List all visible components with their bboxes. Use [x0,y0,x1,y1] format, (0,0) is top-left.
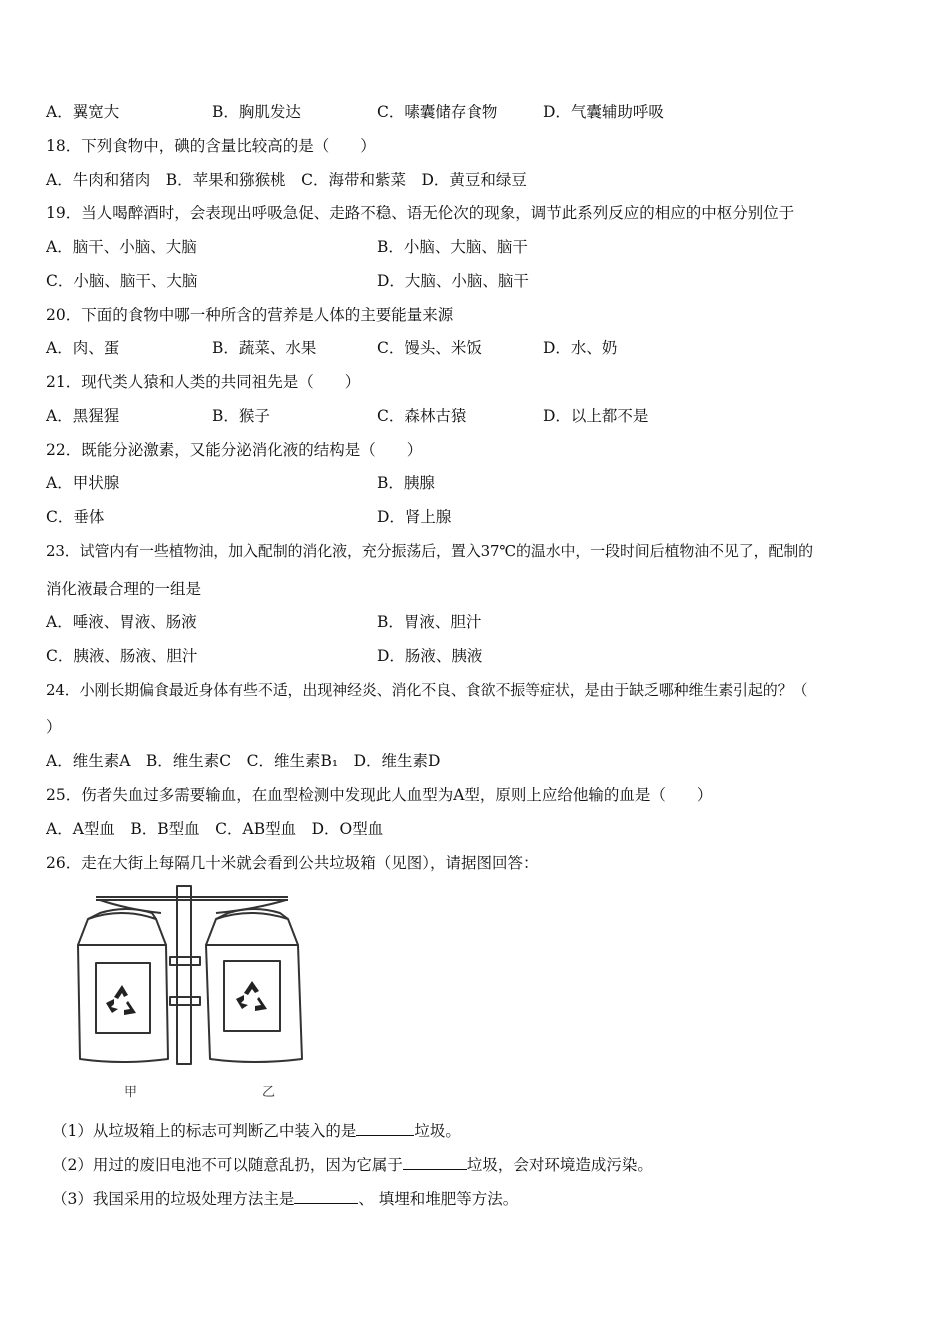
q23-option-c: C．胰液、肠液、胆汁 [46,647,198,665]
q26-stem: 26．走在大街上每隔几十米就会看到公共垃圾箱（见图），请据图回答： [46,854,539,872]
q24-stem-line1: 24．小刚长期偏食最近身体有些不适，出现神经炎、消化不良、食欲不振等症状，是由于缺乏哪种维生素引起的？（ [46,681,808,699]
q19-option-d: D．大脑、小脑、脑干 [377,272,529,290]
q26-sub2-text: （2）用过的废旧电池不可以随意乱扔，因为它属于 [52,1156,403,1174]
q19-option-c: C．小脑、脑干、大脑 [46,272,198,290]
q21-option-a: A．黑猩猩 [46,407,120,425]
q21-option-d: D．以上都不是 [543,407,649,425]
q17-option-a: A．翼宽大 [46,103,120,121]
q20-option-a: A．肉、蛋 [46,339,120,357]
q22-option-a: A．甲状腺 [46,474,120,492]
q18-options: A．牛肉和猪肉 B．苹果和猕猴桃 C．海带和紫菜 D．黄豆和绿豆 [46,171,527,189]
q22-option-c: C．垂体 [46,508,105,526]
q26-sub1-blank[interactable] [356,1121,414,1136]
q23-stem-line1: 23．试管内有一些植物油，加入配制的消化液，充分振荡后，置入37℃的温水中，一段时间后植物油不见了，配制的 [46,542,814,560]
q26-sub2 [52,1155,653,1175]
figure-label-yi: 乙 [262,1085,276,1100]
q24-stem-line2: ） [46,718,62,736]
q19-option-b: B．小脑、大脑、脑干 [377,238,528,256]
garbage-bins-figure [66,883,334,1105]
q20-stem: 20．下面的食物中哪一种所含的营养是人体的主要能量来源 [46,306,454,324]
q25-options: A．A型血 B．B型血 C．AB型血 D．O型血 [46,820,384,838]
q20-option-d: D．水、奶 [543,339,618,357]
q25-stem: 25．伤者失血过多需要输血，在血型检测中发现此人血型为A型，原则上应给他输的血是（ ） [46,786,713,804]
q23-option-b: B．胃液、胆汁 [377,613,482,631]
q23-option-a: A．唾液、胃液、肠液 [46,613,197,631]
q19-option-a: A．脑干、小脑、大脑 [46,238,197,256]
q26-sub3-blank[interactable] [294,1189,358,1204]
q21-stem: 21．现代类人猿和人类的共同祖先是（ ） [46,373,361,391]
q26-sub1 [52,1121,461,1141]
q26-sub1-text: （1）从垃圾箱上的标志可判断乙中装入的是 [52,1122,357,1140]
q22-option-d: D．肾上腺 [377,508,452,526]
q18-stem: 18．下列食物中，碘的含量比较高的是（ ） [46,137,376,155]
q26-sub3 [52,1189,518,1209]
q22-option-b: B．胰腺 [377,474,435,492]
q26-sub2-blank[interactable] [403,1155,467,1170]
figure-label-jia: 甲 [124,1085,138,1100]
q17-option-c: C．嗉囊储存食物 [377,103,498,121]
q22-stem: 22．既能分泌激素，又能分泌消化液的结构是（ ） [46,441,423,459]
q23-stem-line2: 消化液最合理的一组是 [46,580,202,598]
q21-option-c: C．森林古猿 [377,407,467,425]
q19-stem: 19．当人喝醉酒时，会表现出呼吸急促、走路不稳、语无伦次的现象，调节此系列反应的相应的中枢分别位于 [46,204,795,222]
garbage-bins-illustration [66,883,334,1105]
q17-option-b: B．胸肌发达 [212,103,301,121]
q24-options: A．维生素A B．维生素C C．维生素B₁ D．维生素D [46,752,441,770]
post [177,886,191,1064]
q20-option-b: B．蔬菜、水果 [212,339,317,357]
q17-option-d: D．气囊辅助呼吸 [543,103,664,121]
q26-sub3-text: （3）我国采用的垃圾处理方法主是 [52,1190,295,1208]
q26-sub2-suffix: 垃圾，会对环境造成污染。 [466,1156,653,1174]
q26-sub3-suffix: 、 填埋和堆肥等方法。 [358,1190,519,1208]
q21-option-b: B．猴子 [212,407,270,425]
q23-option-d: D．肠液、胰液 [377,647,483,665]
q26-sub1-suffix: 垃圾。 [414,1122,461,1140]
q20-option-c: C．馒头、米饭 [377,339,482,357]
